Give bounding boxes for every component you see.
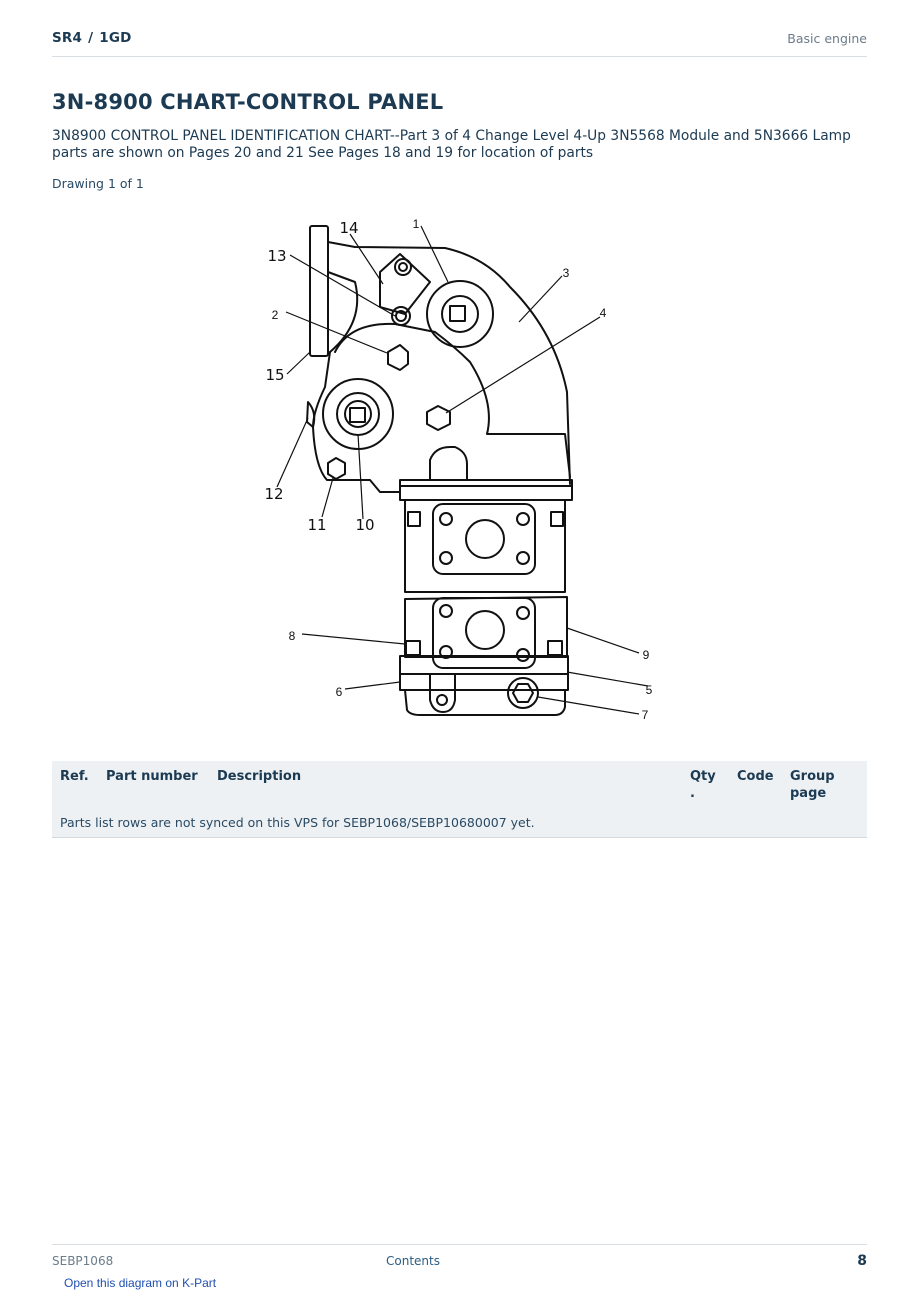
breadcrumb-item-prefix[interactable]: 1GD (99, 30, 132, 46)
page-title: 3N-8900 CHART-CONTROL PANEL (52, 90, 444, 114)
lower-flange-plate (400, 656, 568, 674)
column-header-qty-line1: Qty (690, 769, 716, 784)
callout-8: 8 (288, 629, 296, 643)
column-header-group-line2: page (790, 786, 827, 801)
callout-12: 12 (264, 485, 284, 503)
callout-6: 6 (335, 685, 343, 699)
upper-port-boss (427, 281, 493, 347)
hex-plug-4 (427, 406, 450, 430)
table-empty-message: Parts list rows are not synced on this VPS for SEBP1068/SEBP10680007 yet. (60, 815, 535, 830)
section-name: Basic engine (787, 31, 867, 46)
callout-15: 15 (265, 366, 285, 384)
callout-2: 2 (271, 308, 279, 322)
callout-10: 10 (355, 516, 375, 534)
callout-14: 14 (339, 219, 359, 237)
column-header-group-page (790, 768, 835, 802)
page-header (52, 28, 867, 57)
breadcrumb (52, 30, 132, 46)
page-footer (52, 1244, 867, 1275)
callout-11: 11 (307, 516, 327, 534)
column-header-part-number: Part number (106, 769, 198, 784)
contents-link[interactable]: Contents (386, 1254, 440, 1268)
column-header-qty (690, 768, 716, 802)
document-id: SEBP1068 (52, 1254, 114, 1268)
breadcrumb-separator: / (88, 30, 94, 46)
parts-table (52, 761, 867, 838)
page-number: 8 (857, 1253, 867, 1269)
callout-9: 9 (642, 648, 650, 662)
callout-4: 4 (599, 306, 607, 320)
callout-7: 7 (641, 708, 649, 722)
column-header-code: Code (737, 769, 774, 784)
column-header-group-line1: Group (790, 769, 835, 784)
open-in-kpart-link[interactable]: Open this diagram on K-Part (64, 1276, 217, 1290)
callout-13: 13 (267, 247, 287, 265)
callout-5: 5 (645, 683, 653, 697)
column-header-ref: Ref. (60, 769, 89, 784)
callout-3: 3 (562, 266, 570, 280)
page-description: 3N8900 CONTROL PANEL IDENTIFICATION CHART--Part 3 of 4 Change Level 4-Up 3N5568 Module and 5N3666 Lamp parts are shown on Pages 20 and 21 See Pages 18 and 19 for location of parts (52, 128, 851, 161)
bracket-plate (310, 226, 328, 356)
breadcrumb-item-model[interactable]: SR4 (52, 30, 83, 46)
hex-plug-11 (328, 458, 345, 479)
callout-1: 1 (412, 217, 420, 231)
upper-flange-plate (400, 480, 572, 500)
middle-block (405, 500, 565, 592)
table-header-row (52, 761, 867, 809)
parts-diagram (255, 212, 675, 722)
column-header-description: Description (217, 769, 302, 784)
column-header-qty-line2: . (690, 786, 695, 801)
drawing-label: Drawing 1 of 1 (52, 176, 144, 191)
